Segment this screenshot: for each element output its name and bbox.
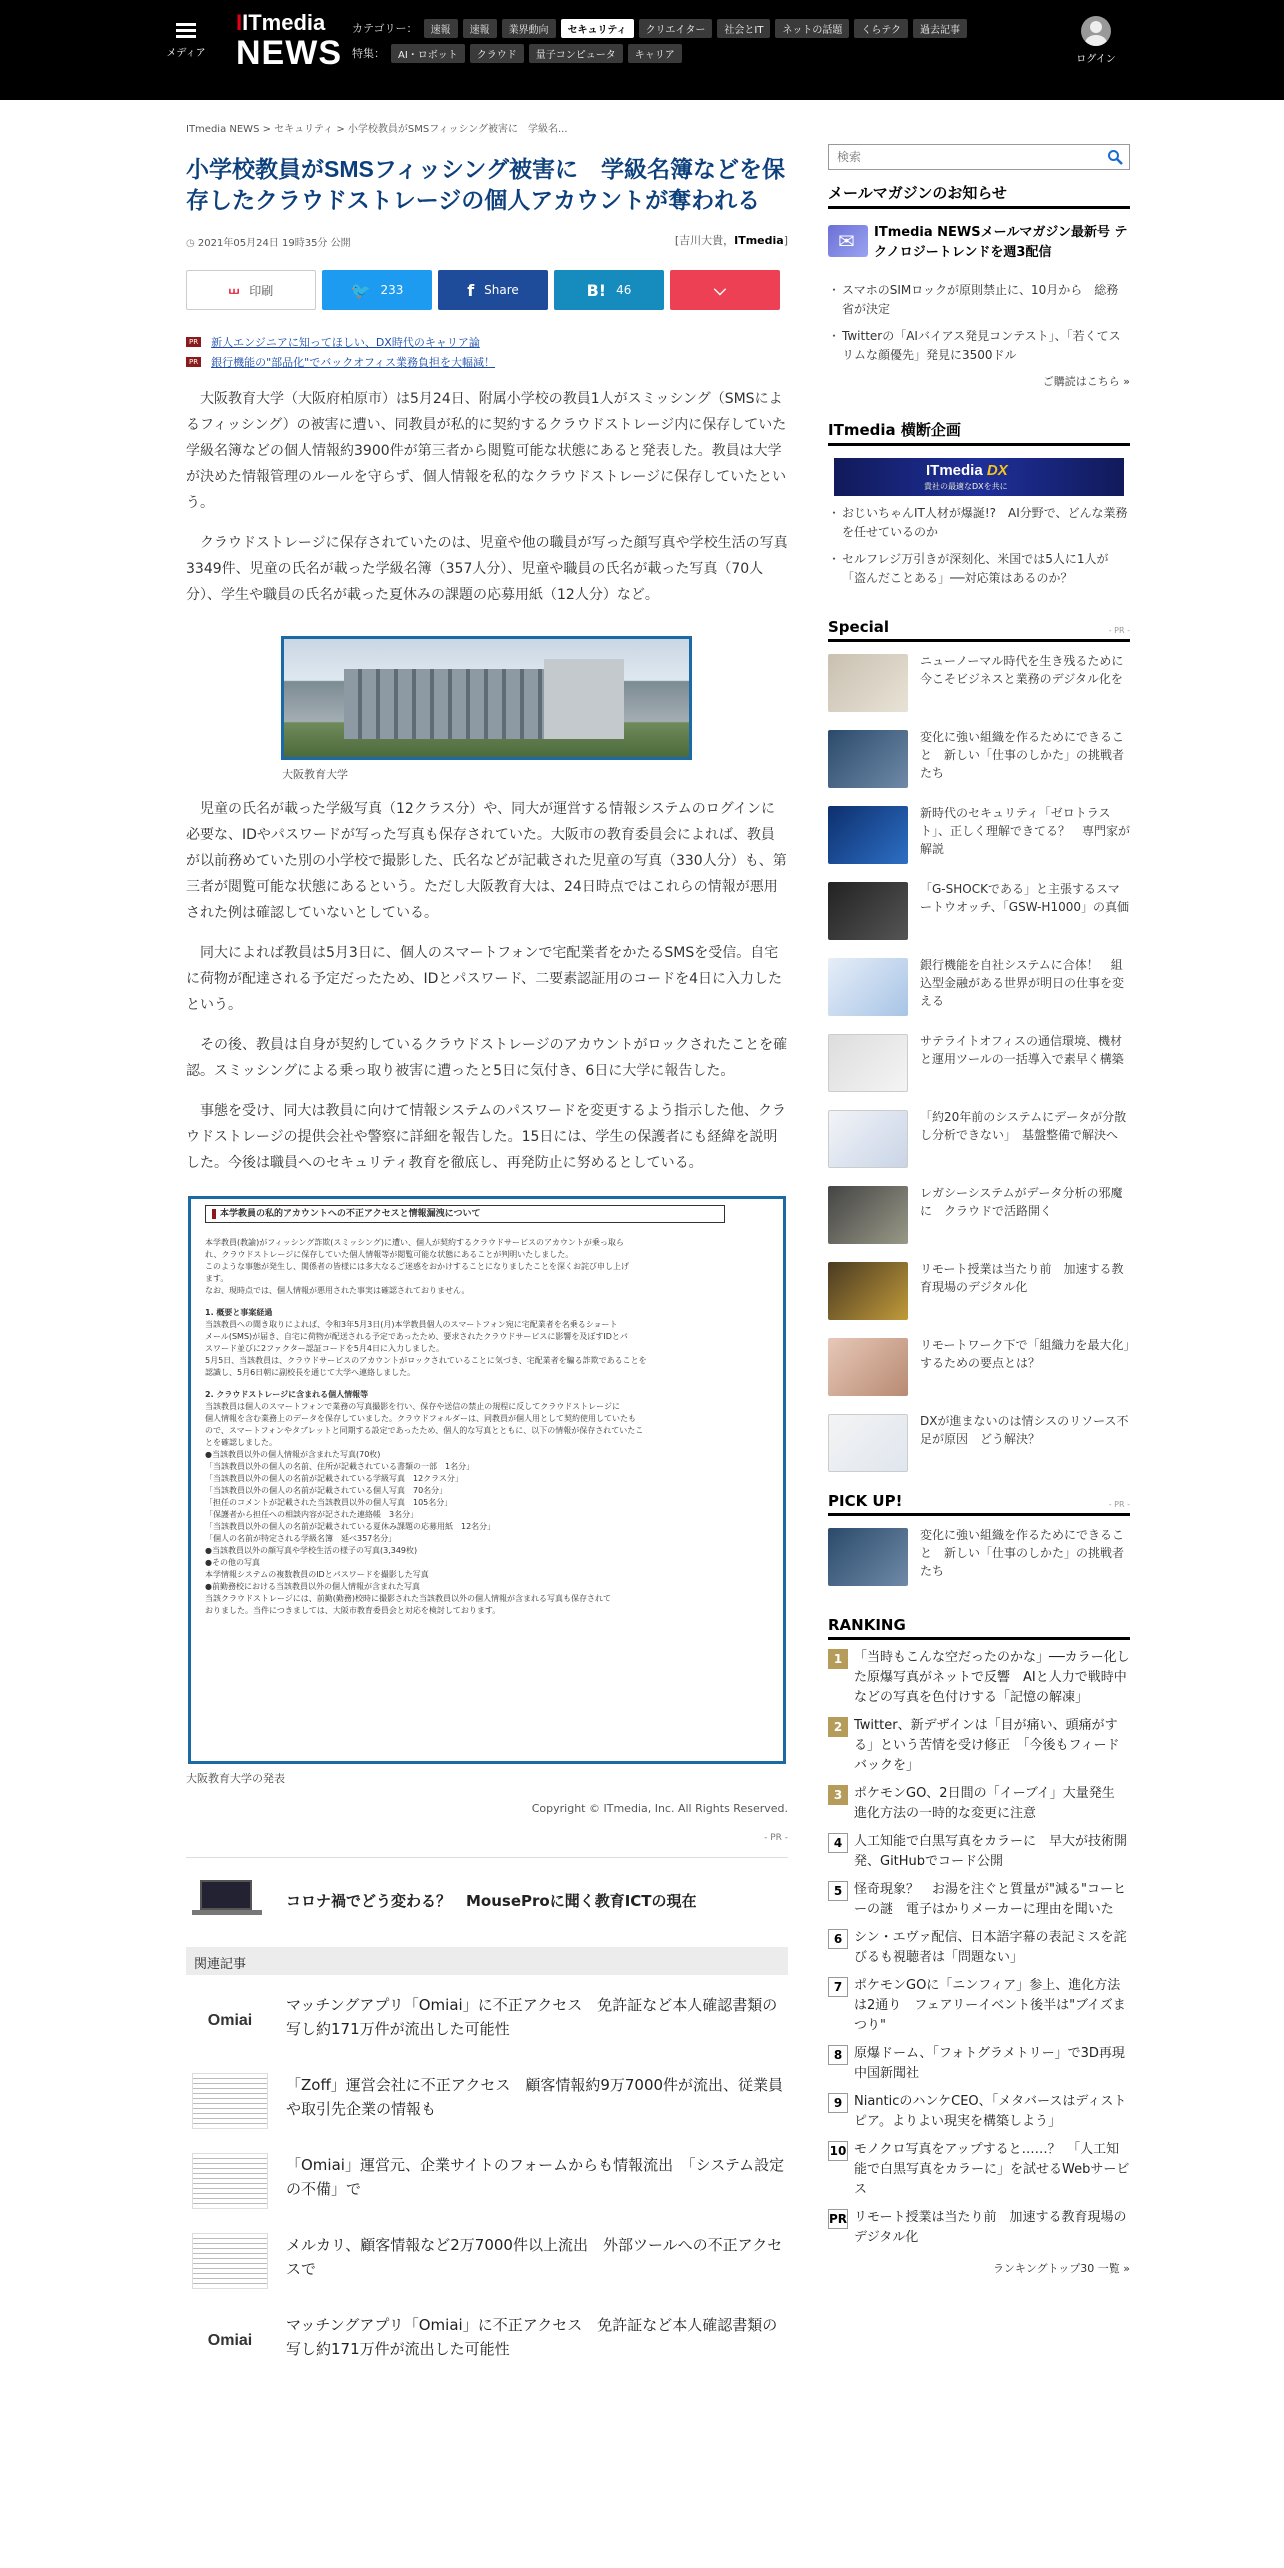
sponsored-link[interactable] [186,1857,788,1921]
feature-chip[interactable]: キャリア [628,44,682,63]
related-thumbnail: Omiai [192,2313,268,2369]
dx-banner-title: ITmedia DX [926,462,1008,479]
announcement-line: 本学教員(教諭)がフィッシング詐欺(スミッシング)に遭い、個人が契約するクラウドサービスのアカウントが乗っ取ら [205,1238,624,1247]
ranking-title: 原爆ドーム、「フォトグラメトリー」で3D再現 中国新聞社 [854,2046,1138,2081]
special-item[interactable] [828,728,1130,794]
search-input[interactable] [829,145,1089,169]
announcement-body [205,1237,769,1617]
pocket-button[interactable] [670,270,780,310]
announcement-line: 「個人の名前が特定される学級名簿 延べ357名分」 [205,1534,397,1543]
special-title: リモート授業は当たり前 加速する教育現場のデジタル化 [920,1262,1124,1294]
rank-number: 6 [828,1929,848,1949]
related-list [186,1985,788,2375]
ranking-title: モノクロ写真をアップすると……？ 「人工知能で白黒写真をカラーに」を試せるWebサービス [854,2142,1130,2197]
logo-news: NEWS [236,34,342,72]
special-title: 「G-SHOCKである」と主張するスマートウオッチ、「GSW-H1000」の真価 [920,882,1129,914]
announcement-line: 「当該教員以外の個人の名前が記載されている学級写真 12クラス分」 [205,1474,463,1483]
related-thumbnail [192,2153,268,2209]
special-title: サテライトオフィスの通信環境、機材と運用ツールの一括導入で素早く構築 [920,1034,1124,1066]
pr-link-item [186,352,788,372]
ranking-heading: RANKING [828,1616,1130,1640]
ranking-item[interactable] [828,1928,1130,1968]
special-item[interactable] [828,1108,1130,1174]
crosscut-heading: ITmedia 横断企画 [828,419,1130,446]
menu-button[interactable] [162,20,210,59]
announcement-line: とを確認しました。 [205,1438,277,1447]
breadcrumb-home[interactable]: ITmedia NEWS [186,124,260,135]
announcement-line: ●その他の写真 [205,1558,260,1567]
article-paragraph: 大阪教育大学（大阪府柏原市）は5月24日、附属小学校の教員1人がスミッシング（SMSによるフィッシング）の被害に遭い、同教員が私的に契約するクラウドストレージ内に保存していた学級名簿などの個人情報約3900件が第三者から閲覧可能な状態にあると発表した。教員は大学が決めた情報管理のルールを守らず、個人情報を私的なクラウドストレージに保存していたという。 [186,391,787,511]
related-item[interactable] [186,2305,788,2375]
mail-icon [828,225,868,257]
ranking-title: 「当時もこんな空だったのかな」──カラー化した原爆写真がネットで反響 AIと人力で戦時中などの写真を色付けする「記憶の解凍」 [854,1650,1130,1705]
facebook-label: Share [484,283,519,297]
announcement-line: 5月5日、当該教員は、クラウドサービスのアカウントがロックされていることに気づき、宅配業者を騙る詐欺であることを [205,1356,647,1365]
special-title: 変化に強い組織を作るためにできること 新しい「仕事のしかた」の挑戦者たち [920,730,1125,780]
login-label: ログイン [1076,54,1116,65]
category-chip[interactable]: クリエイター [639,19,713,38]
announcement-line: スワード並びに2ファクター認証コードを5月4日に入力しました。 [205,1344,444,1353]
announcement-line: おりました。当件につきましては、大阪市教育委員会と対応を検討しております。 [205,1606,501,1615]
dx-banner-accent: DX [986,462,1008,479]
pr-tag: PR [186,357,201,367]
announcement-line: ●当該教員以外の個人情報が含まれた写真(70枚) [205,1450,381,1459]
print-icon: ⏙ [228,280,240,299]
copyright: Copyright © ITmedia, Inc. All Rights Reserved. [531,1802,788,1815]
related-title[interactable]: 「Omiai」運営元、企業サイトのフォームからも情報流出 「システム設定の不備」で [286,2156,785,2198]
special-thumbnail [828,1034,908,1092]
pr-mark: - PR - [1108,1500,1130,1509]
sidebar [828,144,1138,2276]
announcement-line: ●前勤務校における当該教員以外の個人情報が含まれた写真 [205,1582,420,1591]
special-item[interactable] [828,956,1130,1022]
pr-mark: - PR - [1108,626,1130,635]
pr-link-item [186,332,788,352]
special-item[interactable] [828,1032,1130,1098]
article-paragraph: クラウドストレージに保存されていたのは、児童や他の職員が写った顔写真や学校生活の写真3349件、児童の氏名が載った学級名簿（357人分）、児童や職員の氏名が載った写真（70人分）、学生や職員の氏名が載った夏休みの課題の応募用紙（12人分）など。 [186,535,788,603]
ranking-item[interactable] [828,2092,1130,2132]
special-title: 銀行機能を自社システムに合体！ 組込型金融がある世界が明日の仕事を変える [920,958,1125,1008]
ranking-item[interactable] [828,2044,1138,2084]
feature-nav [352,44,687,62]
dx-banner[interactable] [834,458,1124,496]
special-thumbnail [828,958,908,1016]
rank-number: 2 [828,1717,848,1737]
announcement-line: 1. 概要と事案経過 [205,1308,273,1317]
special-heading-label: Special [828,618,890,636]
announcement-line: メール(SMS)が届き、自宅に荷物が配送される予定であったため、要求されたクラウドサービスに影響を及ぼすIDとパ [205,1332,628,1341]
special-title: 「約20年前のシステムにデータが分散し分析できない」 基盤整備で解決へ [920,1110,1127,1142]
special-thumbnail [828,806,908,864]
newsletter-item[interactable]: ・ Twitterの「AIバイアス発見コンテスト」、「若くてスリムな顔優先」発見に3500ドル [828,327,1130,365]
newsletter-item[interactable]: ・ スマホのSIMロックが原則禁止に、10月から 総務省が決定 [828,281,1130,319]
category-chip[interactable]: くらテク [854,19,908,38]
category-heading: カテゴリー： [352,22,418,35]
announcement-line: 個人情報を含む業務上のデータを保存していました。クラウドフォルダーは、同教員が個人用として契約使用していたも [205,1414,637,1423]
category-nav [352,19,972,37]
ranking-item[interactable] [828,1880,1130,1920]
breadcrumb-current: 小学校教員がSMSフィッシング被害に 学級名... [347,124,568,135]
announcement-line: 当該教員への聞き取りによれば、令和3年5月3日(月)本学教員個人のスマートフォン宛に宅配業者を名乗るショート [205,1320,618,1329]
ranking-title: シン・エヴァ配信、日本語字幕の表記ミスを詫びるも視聴者は「問題ない」 [854,1930,1127,1965]
category-chip[interactable]: 速報 [463,19,497,38]
rank-number: PR [828,2209,848,2229]
breadcrumb-section[interactable]: セキュリティ [274,124,334,135]
ranking-item[interactable] [828,1716,1130,1776]
category-chip[interactable]: 過去記事 [913,19,967,38]
category-chip[interactable]: 社会とIT [717,19,770,38]
print-label: 印刷 [249,283,274,298]
special-thumbnail [828,654,908,712]
category-chip[interactable]: ネットの話題 [775,19,849,38]
special-item[interactable] [828,1336,1130,1402]
special-title: リモートワーク下で「組織力を最大化」するための要点とは？ [920,1338,1130,1370]
special-title: ニューノーマル時代を生き残るために 今こそビジネスと業務のデジタル化を [920,654,1136,686]
pr-link[interactable]: 新人エンジニアに知ってほしい、DX時代のキャリア論 [211,336,480,349]
ranking-list [828,1648,1138,2248]
category-chip[interactable]: 速報 [424,19,458,38]
pickup-heading-label: PICK UP! [828,1492,903,1510]
crosscut-item[interactable]: ・ おじいちゃんIT人材が爆誕!? AI分野で、どんな業務を任せているのか [828,504,1130,542]
rank-number: 10 [828,2141,848,2161]
site-logo[interactable] [236,10,342,72]
pr-mark: - PR - [764,1833,788,1843]
announcement-line: 「当該教員以外の個人の名前、住所が記載されている書類の一部 1名分」 [205,1462,475,1471]
ranking-title: NianticのハンケCEO、「メタバースはディストピア。よりよい現実を構築しよう」 [854,2094,1127,2129]
special-item[interactable] [828,880,1130,946]
twitter-count: 233 [380,283,404,297]
feature-heading: 特集： [352,47,385,60]
publish-date: ◷ 2021年05月24日 19時35分 公開 [186,234,351,249]
byline [675,232,788,248]
special-heading [828,618,1130,642]
dx-banner-subtitle: 貴社の最適なDXを共に [924,482,1008,491]
breadcrumb: ITmedia NEWS > セキュリティ > 小学校教員がSMSフィッシング被害に 学級名... [186,124,568,135]
announcement-line: 当該クラウドストレージには、前勤(勤務)校時に撮影された当該教員以外の個人情報が含まれる写真も保存されて [205,1594,611,1603]
related-item[interactable] [186,2065,788,2135]
newsletter-heading: メールマガジンのお知らせ [828,182,1130,209]
hatena-count: 46 [616,283,632,297]
share-bar [186,270,788,310]
special-title: DXが進まないのは情シスのリソース不足が原因 どう解決？ [920,1414,1129,1446]
hamburger-icon [162,23,210,38]
announcement-line: 2. クラウドストレージに含まれる個人情報等 [205,1390,369,1399]
article-title: 小学校教員がSMSフィッシング被害に 学級名簿などを保存したクラウドストレージの個人アカウントが奪われる [186,156,785,213]
ranking-item[interactable] [828,1648,1130,1708]
sponsored-link-title[interactable]: コロナ禍でどう変わる？ MouseProに聞く教育ICTの現在 [286,1892,697,1910]
related-title[interactable]: 「Zoff」運営会社に不正アクセス 顧客情報約9万7000件が流出、従業員や取引先企業の情報も [286,2076,784,2118]
announcement-line: れ、クラウドストレージに保存していた個人情報等が閲覧可能な状態にあることが判明いたしました。 [205,1250,574,1259]
announcement-line: 当該教員は個人のスマートフォンで業務の写真撮影を行い、保存や送信の禁止の規程に反してクラウドストレージに [205,1402,620,1411]
announcement-line: 認識し、5月6日朝に副校長を通じて大学へ連絡しました。 [205,1368,416,1377]
pr-link[interactable]: 銀行機能の"部品化"でバックオフィス業務負担を大幅減！ [211,356,496,369]
category-chip[interactable]: セキュリティ [561,19,634,38]
special-thumbnail [828,1110,908,1168]
ranking-item[interactable] [828,1784,1130,1824]
announcement-line: 「保護者から担任への相談内容が記された連絡帳 3名分」 [205,1510,419,1519]
announcement-line: ●当該教員以外の顔写真や学校生活の様子の写真(3,349枚) [205,1546,418,1555]
byline-end: ] [783,234,788,247]
byline-brand[interactable]: ITmedia [734,234,784,247]
newsletter-promo[interactable] [828,217,1130,273]
related-title[interactable]: メルカリ、顧客情報など2万7000件以上流出 外部ツールへの不正アクセスで [286,2236,783,2278]
ranking-title: リモート授業は当たり前 加速する教育現場のデジタル化 [854,2210,1127,2245]
rank-number: 9 [828,2093,848,2113]
ranking-title: Twitter、新デザインは「目が痛い、頭痛がする」という苦情を受け修正 「今後もフィードバックを」 [854,1718,1120,1773]
related-item[interactable] [186,2225,788,2295]
ranking-more-link[interactable]: ランキングトップ30 一覧 » [992,2262,1130,2275]
pickup-title: 変化に強い組織を作るためにできること 新しい「仕事のしかた」の挑戦者たち [920,1528,1125,1578]
article-paragraph: 児童の氏名が載った学級写真（12クラス分）や、同大が運営する情報システムのログインに必要な、IDやパスワードが写った写真も保存されていた。大阪市の教育委員会によれば、教員が以前務めていた別の小学校で撮影した、氏名などが記載された児童の写真（330人分）も、第三者が閲覧可能な状態にあるという。ただし大阪教育大は、24日時点ではこれらの情報が悪用された例は確認していないとしている。 [186,801,787,921]
facebook-icon: f [467,280,475,300]
announcement-title: 本学教員の私的アカウントへの不正アクセスと情報漏洩について [205,1205,725,1223]
special-item[interactable] [828,652,1136,718]
print-button[interactable] [186,270,316,310]
photo-caption: 大阪教育大学 [282,768,348,781]
ranking-title: ポケモンGOに「ニンフィア」参上、進化方法は2通り フェアリーイベント後半は"ブイズまつり" [854,1978,1126,2033]
category-chip[interactable]: 業界動向 [502,19,556,38]
search-box [828,144,1130,170]
rank-number: 1 [828,1649,848,1669]
ranking-title: 怪奇現象？ お湯を注ぐと質量が"減る"コーヒーの謎 電子はかりメーカーに理由を聞いた [854,1882,1126,1917]
related-thumbnail: Omiai [192,1993,268,2049]
announcement-caption: 大阪教育大学の発表 [186,1772,285,1785]
special-item[interactable] [828,1412,1130,1478]
special-thumbnail [828,1414,908,1472]
pr-tag: PR [186,337,201,347]
special-thumbnail [828,1186,908,1244]
laptop-icon [186,1878,266,1918]
ranking-item[interactable] [828,2140,1130,2200]
search-icon[interactable] [1107,149,1123,165]
crosscut-item[interactable]: ・ セルフレジ万引きが深刻化、米国では5人に1人が「盗んだことある」──対応策はあるのか？ [828,550,1130,588]
twitter-share-button[interactable] [322,270,432,310]
rank-number: 3 [828,1785,848,1805]
pickup-heading [828,1492,1130,1516]
ranking-item[interactable] [828,1976,1130,2036]
newsletter-title[interactable]: ITmedia NEWSメールマガジン最新号 テクノロジートレンドを週3配信 [874,225,1128,260]
login-button[interactable] [1072,16,1120,65]
announcement-line: ます。 [205,1274,229,1283]
pocket-icon: ⌵ [713,280,727,299]
logo-itmedia: IITmedia [236,10,326,35]
article-column [186,120,788,2375]
ranking-item[interactable] [828,2208,1130,2248]
campus-photo[interactable] [281,636,692,760]
related-thumbnail [192,2073,268,2129]
article-paragraph: 事態を受け、同大は教員に向けて情報システムのパスワードを変更するよう指示した他、クラウドストレージの提供会社や警察に詳細を報告した。15日には、学生の保護者にも経緯を説明した。今後は職員へのセキュリティ教育を徹底し、再発防止に努めるとしている。 [186,1103,787,1171]
special-title: 新時代のセキュリティ「ゼロトラスト」、正しく理解できてる？ 専門家が解説 [920,806,1131,856]
byline-author: [吉川大貴， [674,234,735,247]
feature-chip[interactable]: 量子コンピュータ [529,44,623,63]
announcement-line: 本学情報システムの複数教員のIDとパスワードを撮影した写真 [205,1570,429,1579]
special-thumbnail [828,1338,908,1396]
announcement-line: 「当該教員以外の個人の名前が記載されている個人写真 70名分」 [205,1486,448,1495]
related-item[interactable] [186,1985,788,2055]
rank-number: 5 [828,1881,848,1901]
article-paragraph: その後、教員は自身が契約しているクラウドストレージのアカウントがロックされたことを確認。スミッシングによる乗っ取り被害に遭ったと5日に気付き、6日に大学に報告した。 [186,1037,788,1079]
article-meta [186,230,788,250]
related-thumbnail [192,2233,268,2289]
special-thumbnail [828,882,908,940]
facebook-share-button[interactable] [438,270,548,310]
ranking-title: ポケモンGO、2日間の「イーブイ」大量発生 進化方法の一時的な変更に注意 [854,1786,1128,1821]
twitter-icon: 🐦 [350,280,371,300]
rank-number: 4 [828,1833,848,1853]
related-title[interactable]: マッチングアプリ「Omiai」に不正アクセス 免許証など本人確認書類の写し約171万件が流出した可能性 [286,1996,778,2038]
newsletter-subscribe-link[interactable]: ご購読はこちら » [1042,375,1130,388]
announcement-line: ので、スマートフォンやタブレットと同期する設定であったため、個人的な写真とともに、以下の情報が保存されていたこ [205,1426,644,1435]
related-heading: 関連記事 [186,1947,788,1975]
pickup-item[interactable] [828,1526,1130,1592]
pr-links [186,332,788,372]
announcement-line: なお、現時点では、個人情報が悪用された事実は確認されておりません。 [205,1286,470,1295]
special-item[interactable] [828,1184,1130,1250]
special-title: レガシーシステムがデータ分析の邪魔に クラウドで活路開く [920,1186,1123,1218]
special-list [828,652,1136,1478]
hatena-bookmark-button[interactable] [554,270,664,310]
feature-chip[interactable]: クラウド [470,44,524,63]
user-icon [1081,16,1111,46]
ranking-title: 人工知能で白黒写真をカラーに 早大が技術開発、GitHubでコード公開 [854,1834,1128,1869]
ranking-item[interactable] [828,1832,1130,1872]
menu-label: メディア [166,48,206,59]
announcement-line: 「担任のコメントが記載された当該教員以外の個人写真 105名分」 [205,1498,453,1507]
rank-number: 7 [828,1977,848,1997]
special-thumbnail [828,730,908,788]
hatena-icon: B! [586,280,607,300]
site-header [0,0,1284,100]
rank-number: 8 [828,2045,848,2065]
related-item[interactable] [186,2145,788,2215]
announcement-image[interactable] [188,1196,786,1764]
special-item[interactable] [828,804,1130,870]
pickup-thumbnail [828,1528,908,1586]
announcement-line: このような事態が発生し、関係者の皆様には多大なるご迷惑をおかけすることになりましたことを深くお詫び申し上げ [205,1262,629,1271]
special-thumbnail [828,1262,908,1320]
announcement-line: 「当該教員以外の個人の名前が記載されている夏休み課題の応募用紙 12名分」 [205,1522,496,1531]
related-title[interactable]: マッチングアプリ「Omiai」に不正アクセス 免許証など本人確認書類の写し約171万件が流出した可能性 [286,2316,778,2358]
article-paragraph: 同大によれば教員は5月3日に、個人のスマートフォンで宅配業者をかたるSMSを受信。自宅に荷物が配達される予定だったため、IDとパスワード、二要素認証用のコードを4日に入力したという。 [186,945,782,1013]
feature-chip[interactable]: AI・ロボット [391,44,465,63]
special-item[interactable] [828,1260,1130,1326]
